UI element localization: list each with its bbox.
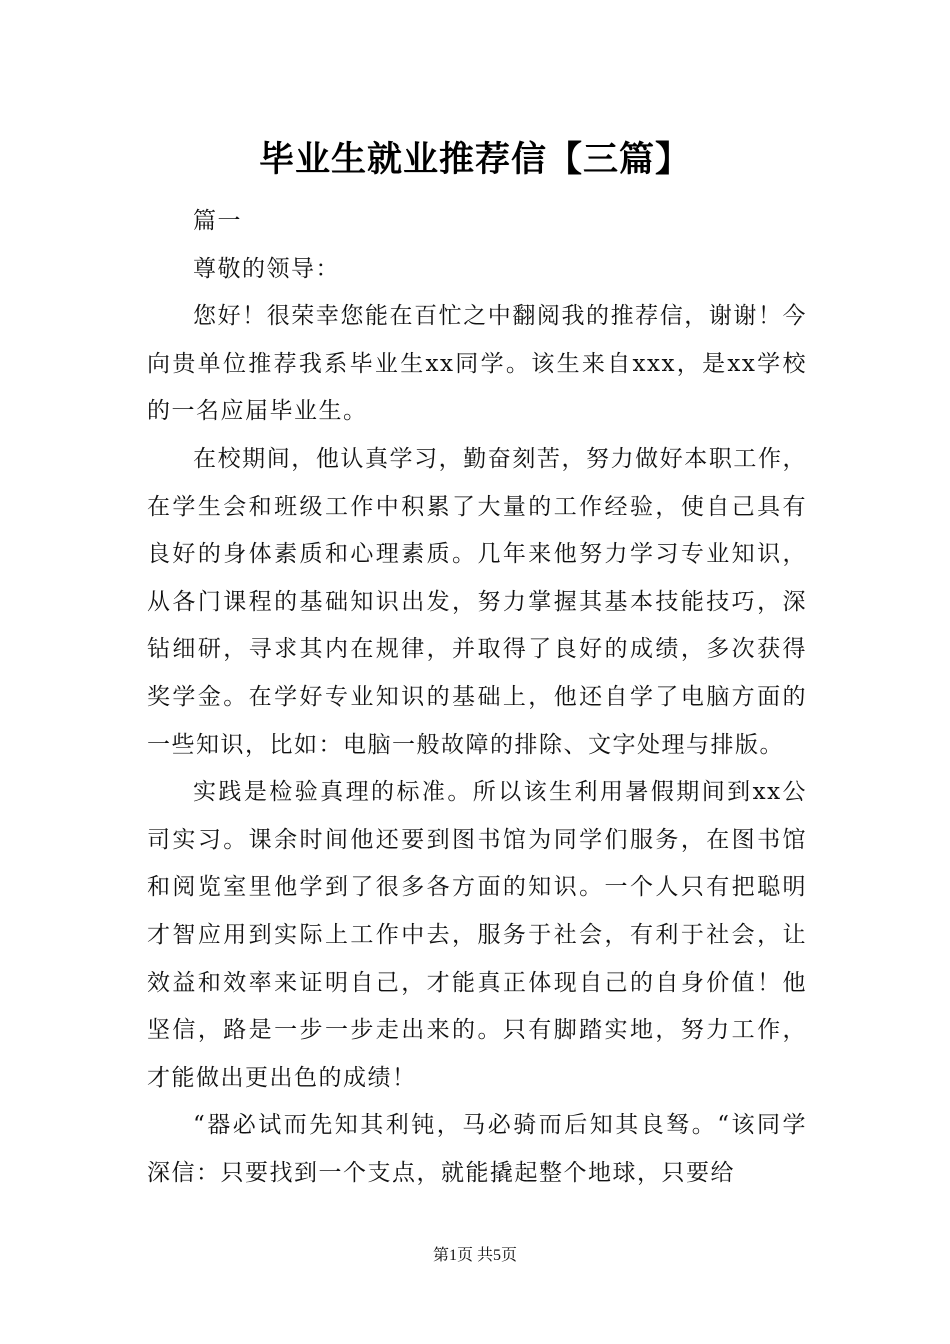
paragraph: 您好！很荣幸您能在百忙之中翻阅我的推荐信，谢谢！今向贵单位推荐我系毕业生xx同学。该生来自xxx，是xx学校的一名应届毕业生。: [147, 303, 807, 425]
section-heading: 篇一: [193, 208, 242, 234]
page-number: 第1页 共5页: [432, 1247, 517, 1264]
paragraph: “器必试而先知其利钝，马必骑而后知其良驽。“该同学深信：只要找到一个支点，就能撬起整个地球，只要给: [147, 1112, 807, 1186]
document-body: [147, 198, 807, 1197]
paragraph: 实践是检验真理的标准。所以该生利用暑假期间到xx公司实习。课余时间他还要到图书馆为同学们服务，在图书馆和阅览室里他学到了很多各方面的知识。一个人只有把聪明才智应用到实际上工作中去，服务于社会，有利于社会，让效益和效率来证明自己，才能真正体现自己的自身价值！他坚信，路是一步一步走出来的。只有脚踏实地，努力工作，才能做出更出色的成绩！: [147, 779, 807, 1091]
paragraph: 在校期间，他认真学习，勤奋刻苦，努力做好本职工作，在学生会和班级工作中积累了大量的工作经验，使自己具有良好的身体素质和心理素质。几年来他努力学习专业知识，从各门课程的基础知识出发，努力掌握其基本技能技巧，深钻细研，寻求其内在规律，并取得了良好的成绩，多次获得奖学金。在学好专业知识的基础上，他还自学了电脑方面的一些知识，比如：电脑一般故障的排除、文字处理与排版。: [147, 445, 807, 758]
salutation: 尊敬的领导：: [193, 255, 340, 282]
document-title: 毕业生就业推荐信【三篇】: [258, 139, 691, 180]
